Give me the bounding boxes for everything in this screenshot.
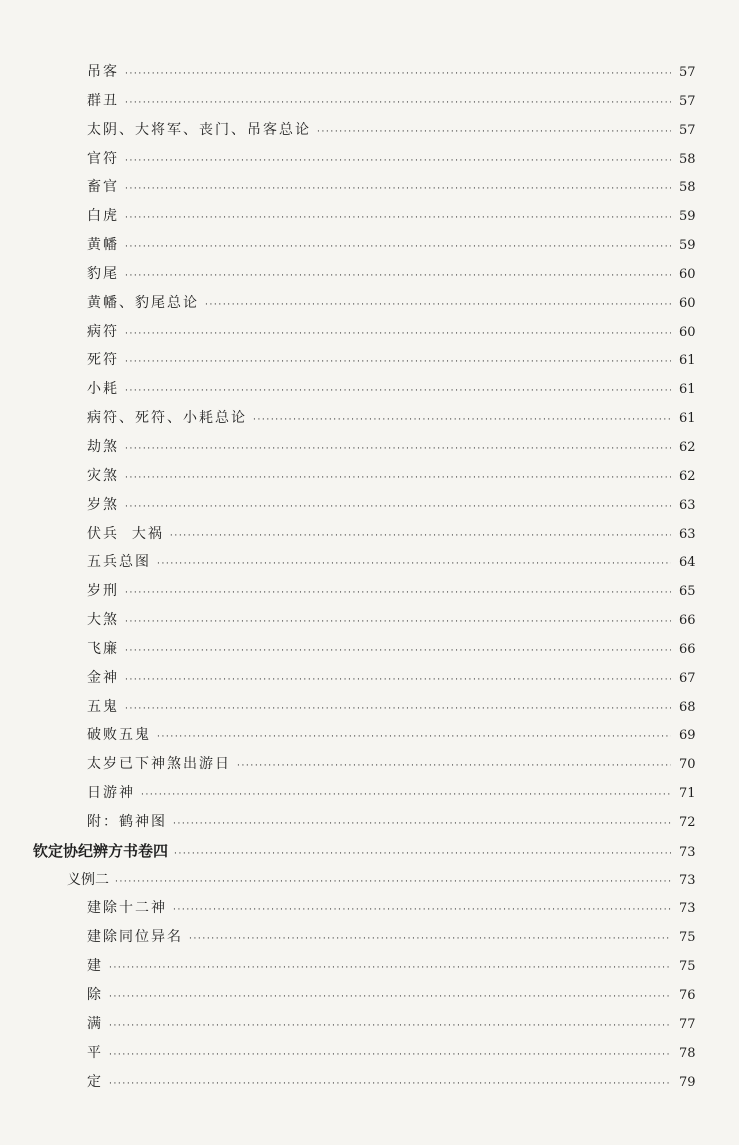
toc-entry-title: 豹尾 <box>87 265 119 282</box>
toc-entry-title: 满 <box>87 1015 103 1032</box>
toc-entry <box>0 145 739 174</box>
dot-leader <box>125 666 671 695</box>
dot-leader <box>173 810 671 839</box>
dot-leader <box>317 118 671 147</box>
toc-entry-page-number: 63 <box>679 497 696 513</box>
toc-entry-title: 岁煞 <box>87 496 119 513</box>
toc-entry <box>0 58 739 87</box>
toc-entry <box>0 491 739 520</box>
toc-entry <box>0 548 739 577</box>
toc-entry-title: 小耗 <box>87 381 119 398</box>
toc-entry <box>0 808 739 837</box>
dot-leader <box>125 233 671 262</box>
toc-entry-page-number: 62 <box>679 468 696 484</box>
dot-leader <box>125 175 671 204</box>
toc-entry <box>0 894 739 923</box>
toc-entry-page-number: 78 <box>679 1045 696 1061</box>
dot-leader <box>173 896 671 925</box>
dot-leader <box>125 493 671 522</box>
toc-entry-title: 建除同位异名 <box>87 929 183 946</box>
toc-volume-heading <box>0 837 739 866</box>
toc-entry-page-number: 60 <box>679 324 696 340</box>
dot-leader <box>189 925 671 954</box>
toc-entry-page-number: 60 <box>679 266 696 282</box>
toc-entry <box>0 923 739 952</box>
dot-leader <box>125 377 671 406</box>
toc-entry <box>0 375 739 404</box>
toc-entry-title: 飞廉 <box>87 640 119 657</box>
toc-entry-title: 太岁已下神煞出游日 <box>87 756 231 773</box>
toc-entry-page-number: 57 <box>679 122 696 138</box>
toc-entry-page-number: 63 <box>679 526 696 542</box>
toc-entry-page-number: 73 <box>679 901 696 917</box>
toc-entry-page-number: 75 <box>679 930 696 946</box>
toc-entry-page-number: 61 <box>679 411 696 427</box>
toc-entry <box>0 462 739 491</box>
toc-entry-page-number: 61 <box>679 353 696 369</box>
toc-entry <box>0 693 739 722</box>
dot-leader <box>125 695 671 724</box>
toc-entry-title: 建 <box>87 958 103 975</box>
dot-leader <box>174 840 671 869</box>
dot-leader <box>237 752 671 781</box>
toc-entry-page-number: 60 <box>679 295 696 311</box>
toc-entry-page-number: 58 <box>679 180 696 196</box>
toc-entry-page-number: 72 <box>679 814 696 830</box>
dot-leader <box>125 579 671 608</box>
dot-leader <box>125 608 671 637</box>
toc-entry-title: 黄幡、豹尾总论 <box>87 294 199 311</box>
toc-entry-page-number: 75 <box>679 959 696 975</box>
dot-leader <box>115 868 671 897</box>
toc-entry-page-number: 57 <box>679 93 696 109</box>
toc-entry-title: 黄幡 <box>87 237 119 254</box>
toc-section-heading <box>0 866 739 895</box>
toc-entry-page-number: 62 <box>679 439 696 455</box>
toc-entry <box>0 750 739 779</box>
dot-leader <box>109 1070 671 1099</box>
toc-entry-title: 定 <box>87 1073 103 1090</box>
toc-entry <box>0 577 739 606</box>
toc-entry <box>0 260 739 289</box>
toc-entry-title: 五兵总图 <box>87 554 151 571</box>
toc-entry <box>0 1068 739 1097</box>
toc-entry-title: 畜官 <box>87 179 119 196</box>
toc-entry-page-number: 71 <box>679 786 696 802</box>
toc-entry <box>0 202 739 231</box>
toc-entry-title: 灾煞 <box>87 467 119 484</box>
toc-entry-page-number: 59 <box>679 238 696 254</box>
dot-leader <box>125 320 671 349</box>
toc-entry-page-number: 64 <box>679 555 696 571</box>
toc-entry <box>0 1039 739 1068</box>
toc-entry-title: 官符 <box>87 150 119 167</box>
dot-leader <box>157 723 671 752</box>
toc-entry-title: 劫煞 <box>87 438 119 455</box>
dot-leader <box>205 291 671 320</box>
toc-entry-title: 伏兵 大祸 <box>87 525 164 542</box>
dot-leader <box>125 89 671 118</box>
toc-entry <box>0 433 739 462</box>
toc-entry-page-number: 57 <box>679 65 696 80</box>
toc-entry-title: 太阴、大将军、丧门、吊客总论 <box>87 121 311 138</box>
dot-leader <box>125 204 671 233</box>
dot-leader <box>125 464 671 493</box>
toc-entry-page-number: 61 <box>679 382 696 398</box>
toc-entry <box>0 318 739 347</box>
dot-leader <box>125 637 671 666</box>
toc-entry <box>0 779 739 808</box>
toc-entry-page-number: 77 <box>679 1016 696 1032</box>
toc-entry-title: 群丑 <box>87 92 119 109</box>
toc-entry-page-number: 59 <box>679 209 696 225</box>
toc-entry <box>0 116 739 145</box>
toc-entry <box>0 404 739 433</box>
toc-entry-title: 破败五鬼 <box>87 727 151 744</box>
toc-entry <box>0 952 739 981</box>
toc-entry-page-number: 66 <box>679 613 696 629</box>
toc-entry-title: 钦定协纪辨方书卷四 <box>33 841 169 860</box>
table-of-contents <box>0 58 739 1096</box>
toc-entry-title: 白虎 <box>87 208 119 225</box>
dot-leader <box>253 406 671 435</box>
dot-leader <box>170 522 671 551</box>
toc-entry-page-number: 58 <box>679 151 696 167</box>
toc-entry <box>0 346 739 375</box>
toc-entry-page-number: 79 <box>679 1074 696 1090</box>
toc-entry-page-number: 70 <box>679 757 696 773</box>
toc-entry-page-number: 66 <box>679 641 696 657</box>
dot-leader <box>125 348 671 377</box>
toc-entry <box>0 664 739 693</box>
toc-entry-page-number: 68 <box>679 699 696 715</box>
dot-leader <box>109 983 671 1012</box>
toc-entry-title: 病符、死符、小耗总论 <box>87 410 247 427</box>
toc-entry-title: 除 <box>87 987 103 1003</box>
toc-entry-title: 附：鹤神图 <box>87 813 167 830</box>
toc-entry <box>0 289 739 318</box>
toc-entry <box>0 721 739 750</box>
toc-entry-page-number: 73 <box>679 844 696 860</box>
dot-leader <box>141 781 671 810</box>
toc-entry <box>0 606 739 635</box>
toc-entry-page-number: 67 <box>679 670 696 686</box>
toc-entry-title: 大煞 <box>87 612 119 629</box>
toc-entry <box>0 520 739 549</box>
toc-entry-title: 义例二 <box>67 871 109 888</box>
toc-entry-page-number: 69 <box>679 728 696 744</box>
toc-entry-title: 病符 <box>87 323 119 340</box>
toc-entry-title: 岁刑 <box>87 583 119 600</box>
toc-entry <box>0 981 739 1010</box>
toc-entry-title: 吊客 <box>87 64 119 80</box>
toc-entry <box>0 1010 739 1039</box>
dot-leader <box>125 435 671 464</box>
toc-entry-title: 日游神 <box>87 785 135 802</box>
toc-entry-page-number: 73 <box>679 872 696 888</box>
toc-entry-title: 五鬼 <box>87 698 119 715</box>
toc-entry-title: 死符 <box>87 352 119 369</box>
toc-entry-title: 平 <box>87 1044 103 1061</box>
toc-entry <box>0 231 739 260</box>
toc-entry-title: 建除十二神 <box>87 900 167 917</box>
dot-leader <box>109 1012 671 1041</box>
toc-entry-page-number: 65 <box>679 584 696 600</box>
toc-entry <box>0 635 739 664</box>
toc-entry <box>0 87 739 116</box>
toc-entry-title: 金神 <box>87 669 119 686</box>
dot-leader <box>157 550 671 579</box>
toc-entry-page-number: 76 <box>679 988 696 1003</box>
dot-leader <box>109 1041 671 1070</box>
toc-entry <box>0 173 739 202</box>
dot-leader <box>125 60 671 89</box>
dot-leader <box>125 147 671 176</box>
dot-leader <box>125 262 671 291</box>
dot-leader <box>109 954 671 983</box>
